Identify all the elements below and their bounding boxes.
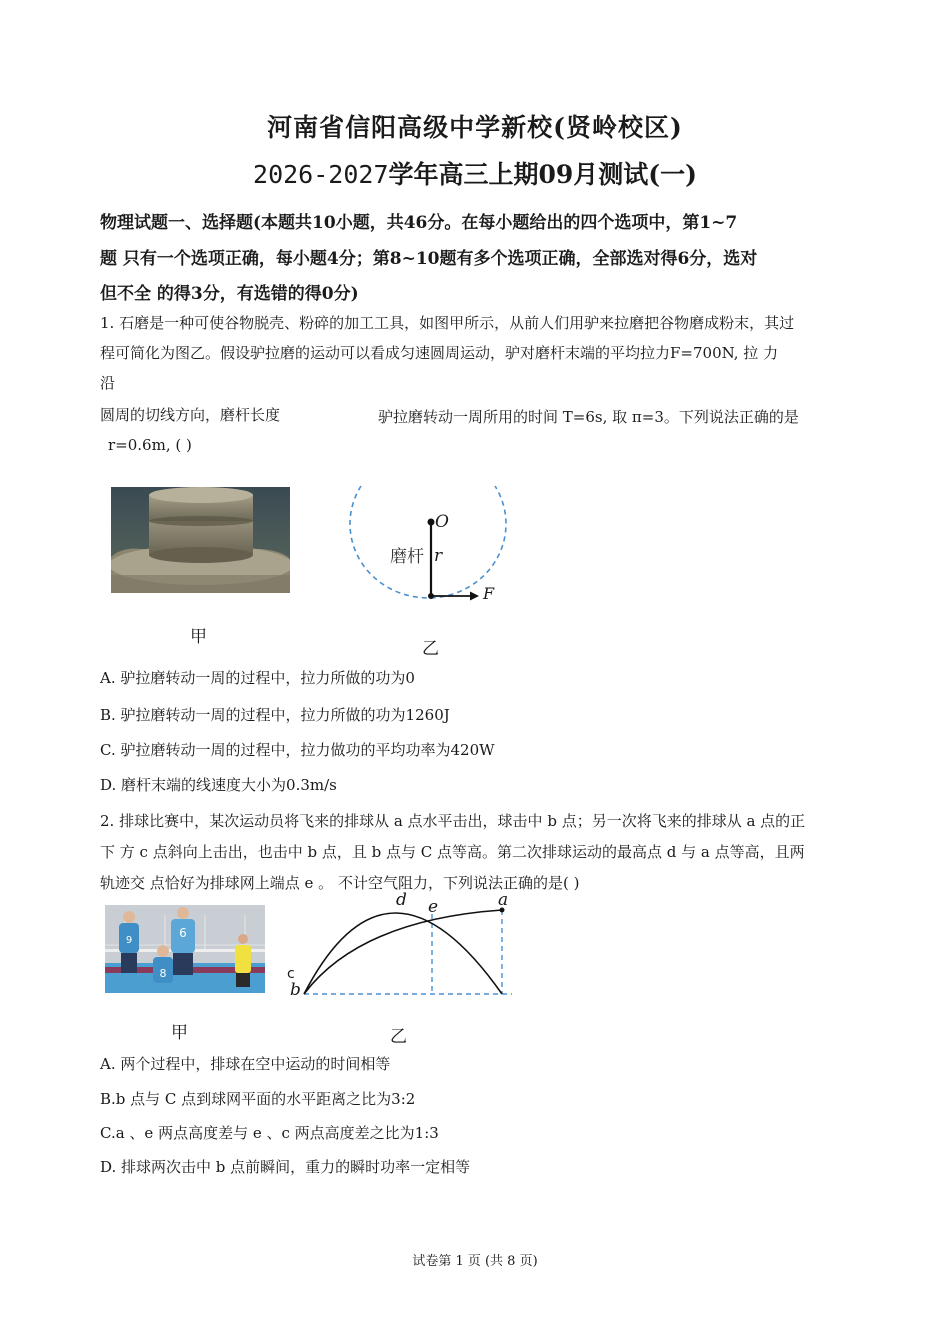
- q1-stem-line4b: 驴拉磨转动一周所用的时间 T=6s, 取 π=3。下列说法正确的是: [378, 408, 799, 426]
- label-d: d: [396, 890, 407, 910]
- page-subtitle: [0, 155, 950, 191]
- q1-stem-line4a: 圆周的切线方向，磨杆长度: [100, 406, 281, 424]
- test-name: 学年高三上期09月测试(一): [388, 160, 697, 189]
- q1-option-b: B. 驴拉磨转动一周的过程中，拉力所做的功为1260J: [100, 706, 450, 724]
- school-year: 2026-2027: [253, 160, 389, 189]
- q1-option-a: A. 驴拉磨转动一周的过程中，拉力所做的功为0: [100, 669, 415, 687]
- jersey-number-1: 9: [125, 935, 133, 946]
- q1-stem-line1: 1. 石磨是一种可使谷物脱壳、粉碎的加工工具，如图甲所示，从前人们用驴来拉磨把谷物磨成粉末，其过: [100, 314, 795, 332]
- label-e: e: [428, 897, 439, 917]
- millstone-photo: [111, 487, 290, 593]
- jersey-number-2: 6: [179, 926, 187, 940]
- q1-stem-line5: r=0.6m, ( ): [108, 436, 192, 454]
- arrow-head: [470, 592, 479, 601]
- jersey-number-3: 8: [159, 967, 167, 980]
- label-a: a: [498, 890, 509, 910]
- arc-trajectory: [304, 913, 502, 994]
- q2-option-a: A. 两个过程中，排球在空中运动的时间相等: [100, 1055, 391, 1073]
- q1-stem-line3: 沿: [100, 374, 116, 392]
- dashed-circle: [350, 486, 506, 598]
- label-b: b: [290, 980, 301, 1000]
- q1-fig-caption-right: 乙: [422, 639, 439, 659]
- label-c: c: [287, 966, 295, 982]
- q2-stem-line2: 下 方 c 点斜向上击出，也击中 b 点，且 b 点与 C 点等高。第二次排球运动的最高点 d 与 a 点等高，且两: [100, 843, 805, 861]
- center-point: [428, 519, 435, 526]
- section-instructions-line2: 题 只有一个选项正确，每小题4分；第8~10题有多个选项正确，全部选对得6分，选对: [100, 249, 758, 269]
- section-instructions-line3: 但不全 的得3分，有选错的得0分): [100, 284, 359, 304]
- q2-option-c: C.a 、e 两点高度差与 e 、c 两点高度差之比为1:3: [100, 1124, 439, 1142]
- q2-fig-caption-right: 乙: [390, 1027, 407, 1047]
- q2-option-b: B.b 点与 C 点到球网平面的水平距离之比为3:2: [100, 1090, 416, 1108]
- label-o: O: [435, 512, 449, 532]
- volleyball-photo: [105, 905, 265, 993]
- page-footer: 试卷第 1 页 (共 8 页): [412, 1254, 538, 1269]
- label-r: r: [434, 546, 443, 566]
- label-f: F: [483, 584, 495, 603]
- label-rod: 磨杆: [390, 547, 424, 567]
- q2-stem-line3: 轨迹交 点恰好为排球网上端点 e 。 不计空气阻力，下列说法正确的是( ): [100, 874, 580, 892]
- q1-option-c: C. 驴拉磨转动一周的过程中，拉力做功的平均功率为420W: [100, 741, 495, 759]
- q1-fig-caption-left: 甲: [190, 627, 207, 647]
- q1-stem-line2: 程可简化为图乙。假设驴拉磨的运动可以看成匀速圆周运动，驴对磨杆末端的平均拉力F=700N, 拉 力: [100, 344, 779, 362]
- page-title: 河南省信阳高级中学新校(贤岭校区): [267, 113, 683, 142]
- q2-option-d: D. 排球两次击中 b 点前瞬间，重力的瞬时功率一定相等: [100, 1158, 471, 1176]
- q1-option-d: D. 磨杆末端的线速度大小为0.3m/s: [100, 776, 337, 794]
- q2-fig-caption-left: 甲: [171, 1023, 188, 1043]
- horizontal-shot-trajectory: [304, 910, 502, 994]
- q2-stem-line1: 2. 排球比赛中，某次运动员将飞来的排球从 a 点水平击出，球击中 b 点；另一次将飞来的排球从 a 点的正: [100, 812, 806, 830]
- section-instructions-line1: 物理试题一、选择题(本题共10小题，共46分。在每小题给出的四个选项中，第1~7: [100, 213, 738, 233]
